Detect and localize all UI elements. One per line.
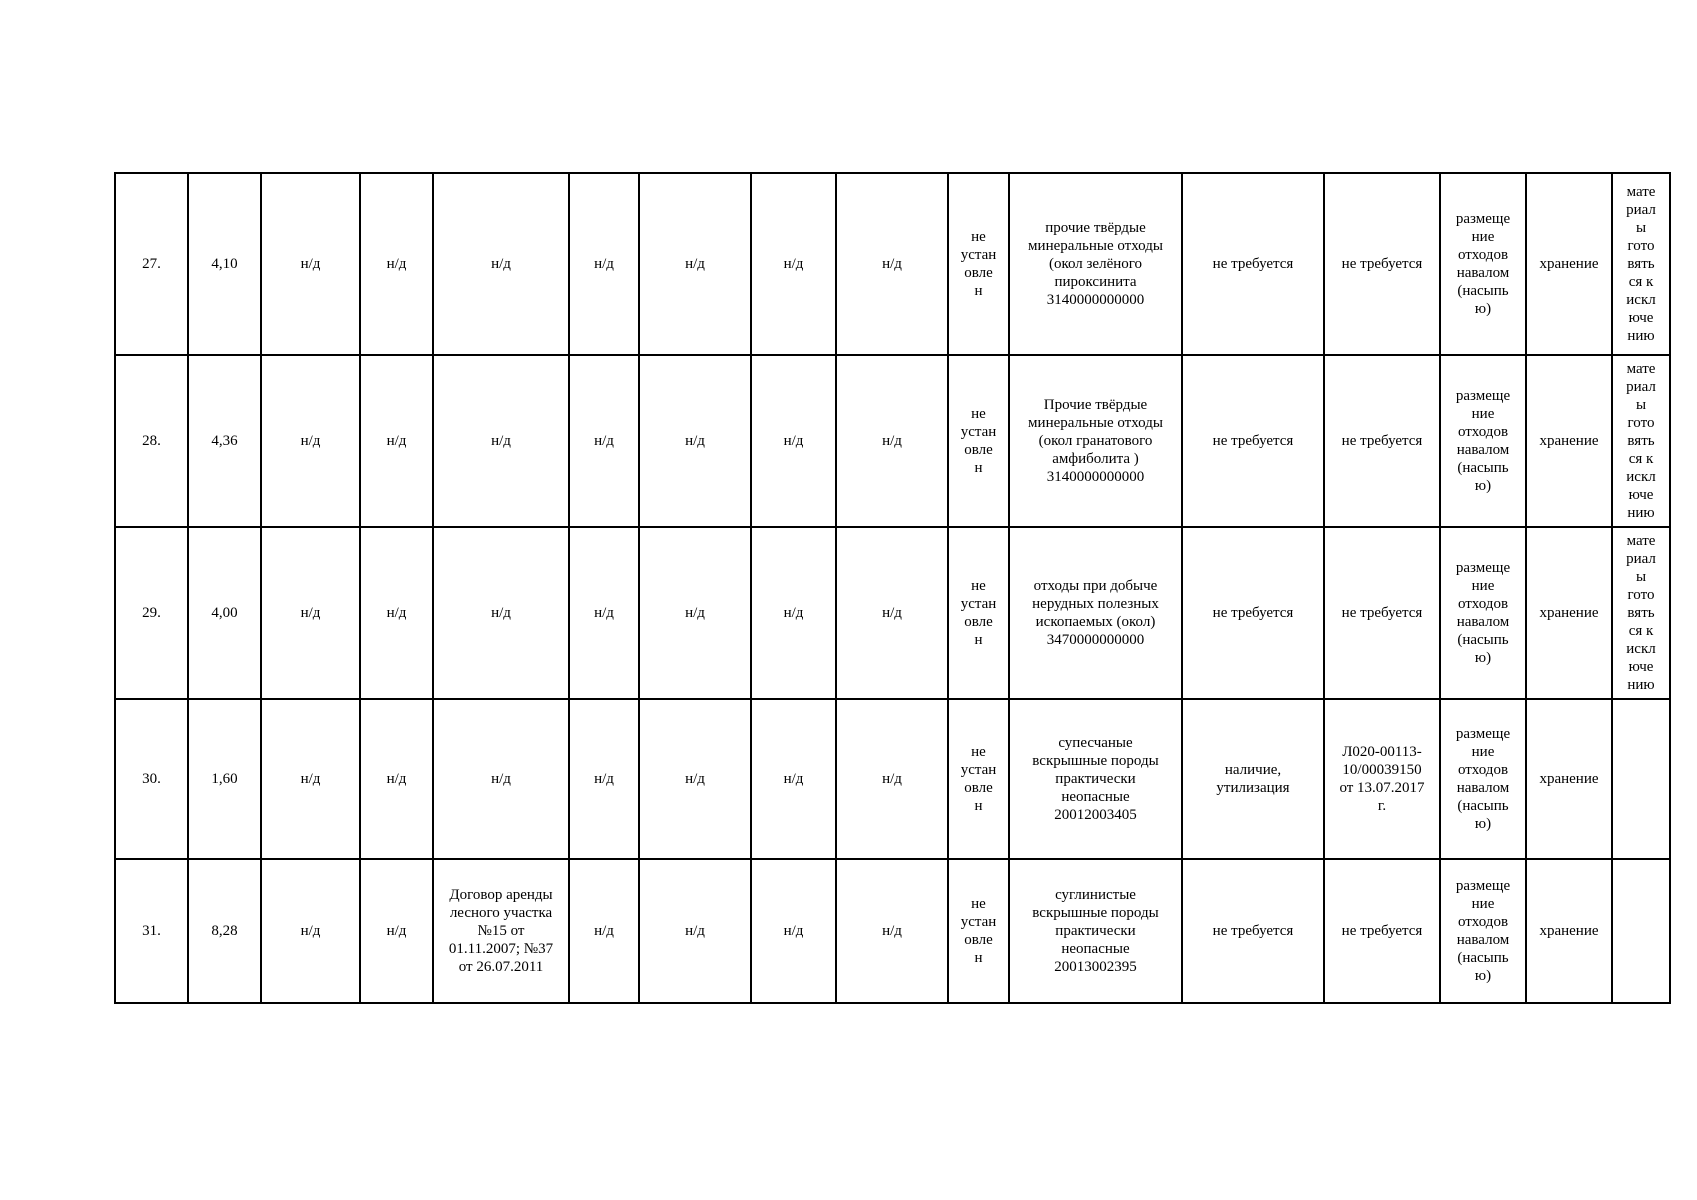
placement-method-cell-line: (насыпь bbox=[1457, 798, 1509, 814]
license-cell-line: наличие, bbox=[1224, 762, 1282, 778]
material-use-cell bbox=[1612, 173, 1670, 355]
table-body bbox=[115, 173, 1670, 1003]
waste-description-cell-line: пироксинита bbox=[1054, 274, 1137, 290]
material-use-cell-lines bbox=[1615, 183, 1667, 345]
hazard-class-cell-line: устан bbox=[960, 596, 997, 612]
waste-description-cell-lines bbox=[1012, 734, 1179, 824]
hazard-class-cell-line: н bbox=[974, 950, 983, 966]
license-cell bbox=[1182, 355, 1324, 527]
permit-cell-lines bbox=[1327, 255, 1437, 273]
material-use-cell-lines bbox=[1615, 532, 1667, 694]
material-use-cell bbox=[1612, 355, 1670, 527]
waste-description-cell-line: (окол гранатового bbox=[1038, 433, 1153, 449]
material-use-cell-line: мате bbox=[1626, 361, 1656, 377]
material-use-cell-line: риал bbox=[1626, 551, 1656, 567]
nd-cell: н/д bbox=[261, 173, 360, 355]
permit-cell bbox=[1324, 355, 1440, 527]
material-use-cell-line: ы bbox=[1635, 569, 1647, 585]
placement-method-cell-line: ние bbox=[1471, 406, 1495, 422]
permit-cell-line: 10/00039150 bbox=[1342, 762, 1422, 778]
material-use-cell-line: искл bbox=[1626, 641, 1656, 657]
license-cell-line: не требуется bbox=[1212, 256, 1294, 272]
placement-method-cell-line: отходов bbox=[1457, 247, 1509, 263]
material-use-cell-line: вять bbox=[1627, 433, 1655, 449]
waste-description-cell-line: 3470000000000 bbox=[1046, 632, 1145, 648]
hazard-class-cell-lines bbox=[951, 405, 1006, 477]
placement-method-cell-line: ю) bbox=[1474, 650, 1492, 666]
material-use-cell-line: риал bbox=[1626, 202, 1656, 218]
placement-method-cell-line: размеще bbox=[1455, 388, 1511, 404]
row-number-cell: 27. bbox=[115, 173, 188, 355]
material-use-cell bbox=[1612, 699, 1670, 859]
nd-cell: н/д bbox=[261, 355, 360, 527]
material-use-cell-lines bbox=[1615, 360, 1667, 522]
hazard-class-cell-line: не bbox=[971, 744, 986, 760]
table-row bbox=[115, 173, 1670, 355]
license-cell bbox=[1182, 859, 1324, 1003]
placement-method-cell-line: отходов bbox=[1457, 914, 1509, 930]
material-use-cell-line: юче bbox=[1628, 659, 1654, 675]
material-use-cell-line: ы bbox=[1635, 397, 1647, 413]
hazard-class-cell-lines bbox=[951, 743, 1006, 815]
waste-description-cell bbox=[1009, 699, 1182, 859]
placement-method-cell-line: размеще bbox=[1455, 560, 1511, 576]
nd-cell: н/д bbox=[360, 173, 433, 355]
placement-method-cell-line: ю) bbox=[1474, 301, 1492, 317]
nd-cell: н/д bbox=[433, 173, 569, 355]
nd-cell: н/д bbox=[639, 355, 751, 527]
material-use-cell-line: вять bbox=[1627, 256, 1655, 272]
material-use-cell-line: нию bbox=[1627, 328, 1655, 344]
hazard-class-cell-lines bbox=[951, 228, 1006, 300]
lease-agreement-cell bbox=[433, 859, 569, 1003]
hazard-class-cell-line: устан bbox=[960, 424, 997, 440]
waste-description-cell bbox=[1009, 859, 1182, 1003]
hazard-class-cell-line: овле bbox=[964, 614, 993, 630]
placement-method-cell bbox=[1440, 859, 1526, 1003]
waste-description-cell-line: неопасные bbox=[1061, 941, 1130, 957]
license-cell-lines bbox=[1185, 922, 1321, 940]
nd-cell: н/д bbox=[836, 527, 948, 699]
nd-cell: н/д bbox=[569, 699, 639, 859]
placement-method-cell-line: ю) bbox=[1474, 478, 1492, 494]
lease-agreement-cell-line: лесного участка bbox=[449, 905, 553, 921]
nd-cell: н/д bbox=[639, 173, 751, 355]
lease-agreement-cell-line: Договор аренды bbox=[449, 887, 553, 903]
waste-description-cell-line: практически bbox=[1055, 923, 1136, 939]
placement-method-cell-line: (насыпь bbox=[1457, 950, 1509, 966]
table-row bbox=[115, 527, 1670, 699]
row-number-cell: 29. bbox=[115, 527, 188, 699]
table-row bbox=[115, 355, 1670, 527]
hazard-class-cell-line: устан bbox=[960, 247, 997, 263]
permit-cell-line: не требуется bbox=[1341, 433, 1423, 449]
permit-cell bbox=[1324, 699, 1440, 859]
waste-description-cell-line: Прочие твёрдые bbox=[1043, 397, 1148, 413]
hazard-class-cell-line: овле bbox=[964, 932, 993, 948]
storage-type-cell: хранение bbox=[1526, 699, 1612, 859]
nd-cell: н/д bbox=[836, 173, 948, 355]
placement-method-cell-line: ние bbox=[1471, 896, 1495, 912]
nd-cell: н/д bbox=[433, 527, 569, 699]
hazard-class-cell-line: овле bbox=[964, 442, 993, 458]
permit-cell-lines bbox=[1327, 922, 1437, 940]
license-cell-lines bbox=[1185, 604, 1321, 622]
nd-cell: н/д bbox=[569, 173, 639, 355]
permit-cell-lines bbox=[1327, 604, 1437, 622]
material-use-cell-line: нию bbox=[1627, 505, 1655, 521]
waste-description-cell-line: прочие твёрдые bbox=[1045, 220, 1146, 236]
nd-cell: н/д bbox=[360, 859, 433, 1003]
nd-cell: н/д bbox=[639, 859, 751, 1003]
permit-cell-line: от 13.07.2017 bbox=[1339, 780, 1425, 796]
waste-description-cell-lines bbox=[1012, 886, 1179, 976]
hazard-class-cell-line: н bbox=[974, 632, 983, 648]
material-use-cell-line: ся к bbox=[1628, 451, 1654, 467]
placement-method-cell-line: ние bbox=[1471, 578, 1495, 594]
material-use-cell bbox=[1612, 859, 1670, 1003]
placement-method-cell-lines bbox=[1443, 725, 1523, 833]
placement-method-cell-line: ние bbox=[1471, 744, 1495, 760]
material-use-cell-line: юче bbox=[1628, 487, 1654, 503]
license-cell-line: не требуется bbox=[1212, 605, 1294, 621]
waste-description-cell-line: супесчаные bbox=[1058, 735, 1133, 751]
material-use-cell-line: мате bbox=[1626, 184, 1656, 200]
placement-method-cell-line: навалом bbox=[1456, 265, 1510, 281]
nd-cell: н/д bbox=[751, 527, 836, 699]
placement-method-cell-lines bbox=[1443, 877, 1523, 985]
area-cell: 8,28 bbox=[188, 859, 261, 1003]
lease-agreement-cell-line: от 26.07.2011 bbox=[458, 959, 544, 975]
nd-cell: н/д bbox=[360, 699, 433, 859]
nd-cell: н/д bbox=[569, 859, 639, 1003]
placement-method-cell bbox=[1440, 527, 1526, 699]
nd-cell: н/д bbox=[836, 699, 948, 859]
placement-method-cell-line: навалом bbox=[1456, 780, 1510, 796]
storage-type-cell: хранение bbox=[1526, 173, 1612, 355]
placement-method-cell-line: навалом bbox=[1456, 442, 1510, 458]
row-number-cell: 31. bbox=[115, 859, 188, 1003]
waste-description-cell-lines bbox=[1012, 577, 1179, 649]
placement-method-cell-line: отходов bbox=[1457, 424, 1509, 440]
permit-cell bbox=[1324, 173, 1440, 355]
nd-cell: н/д bbox=[360, 355, 433, 527]
lease-agreement-cell-line: №15 от bbox=[477, 923, 525, 939]
material-use-cell-line: ы bbox=[1635, 220, 1647, 236]
area-cell: 4,10 bbox=[188, 173, 261, 355]
hazard-class-cell-line: овле bbox=[964, 780, 993, 796]
permit-cell-lines bbox=[1327, 743, 1437, 815]
hazard-class-cell-line: н bbox=[974, 460, 983, 476]
table-row bbox=[115, 859, 1670, 1003]
material-use-cell-line: вять bbox=[1627, 605, 1655, 621]
area-cell: 4,00 bbox=[188, 527, 261, 699]
waste-description-cell-line: отходы при добыче bbox=[1033, 578, 1158, 594]
placement-method-cell-line: отходов bbox=[1457, 762, 1509, 778]
waste-description-cell-line: 20012003405 bbox=[1054, 807, 1137, 823]
nd-cell: н/д bbox=[751, 173, 836, 355]
nd-cell: н/д bbox=[751, 699, 836, 859]
waste-description-cell-line: 3140000000000 bbox=[1046, 469, 1145, 485]
waste-description-cell-line: суглинистые bbox=[1055, 887, 1136, 903]
nd-cell: н/д bbox=[360, 527, 433, 699]
waste-description-cell-line: 3140000000000 bbox=[1046, 292, 1145, 308]
material-use-cell-line: гото bbox=[1627, 587, 1655, 603]
hazard-class-cell-line: н bbox=[974, 283, 983, 299]
placement-method-cell bbox=[1440, 699, 1526, 859]
placement-method-cell-line: ние bbox=[1471, 229, 1495, 245]
material-use-cell-line: искл bbox=[1626, 292, 1656, 308]
hazard-class-cell bbox=[948, 355, 1009, 527]
placement-method-cell-line: (насыпь bbox=[1457, 632, 1509, 648]
placement-method-cell-line: ю) bbox=[1474, 968, 1492, 984]
material-use-cell-line: риал bbox=[1626, 379, 1656, 395]
hazard-class-cell-line: н bbox=[974, 798, 983, 814]
waste-objects-table bbox=[114, 172, 1671, 1004]
hazard-class-cell bbox=[948, 699, 1009, 859]
table-row bbox=[115, 699, 1670, 859]
license-cell-line: не требуется bbox=[1212, 433, 1294, 449]
waste-description-cell-line: амфиболита ) bbox=[1052, 451, 1139, 467]
hazard-class-cell bbox=[948, 859, 1009, 1003]
placement-method-cell-line: размеще bbox=[1455, 878, 1511, 894]
permit-cell bbox=[1324, 527, 1440, 699]
hazard-class-cell-line: устан bbox=[960, 914, 997, 930]
waste-description-cell-line: нерудных полезных bbox=[1032, 596, 1159, 612]
material-use-cell-line: юче bbox=[1628, 310, 1654, 326]
material-use-cell-line: ся к bbox=[1628, 274, 1654, 290]
placement-method-cell bbox=[1440, 173, 1526, 355]
hazard-class-cell-line: не bbox=[971, 406, 986, 422]
placement-method-cell bbox=[1440, 355, 1526, 527]
material-use-cell-line: гото bbox=[1627, 415, 1655, 431]
permit-cell-line: не требуется bbox=[1341, 605, 1423, 621]
nd-cell: н/д bbox=[639, 699, 751, 859]
placement-method-cell-line: навалом bbox=[1456, 932, 1510, 948]
nd-cell: н/д bbox=[433, 699, 569, 859]
nd-cell: н/д bbox=[569, 527, 639, 699]
hazard-class-cell-line: не bbox=[971, 578, 986, 594]
storage-type-cell: хранение bbox=[1526, 355, 1612, 527]
area-cell: 4,36 bbox=[188, 355, 261, 527]
hazard-class-cell bbox=[948, 173, 1009, 355]
placement-method-cell-line: отходов bbox=[1457, 596, 1509, 612]
nd-cell: н/д bbox=[639, 527, 751, 699]
lease-agreement-cell-lines bbox=[436, 886, 566, 976]
material-use-cell-line: гото bbox=[1627, 238, 1655, 254]
license-cell-line: утилизация bbox=[1216, 780, 1290, 796]
row-number-cell: 28. bbox=[115, 355, 188, 527]
waste-description-cell bbox=[1009, 173, 1182, 355]
placement-method-cell-line: (насыпь bbox=[1457, 283, 1509, 299]
waste-description-cell-line: 20013002395 bbox=[1054, 959, 1137, 975]
license-cell-lines bbox=[1185, 255, 1321, 273]
license-cell-line: не требуется bbox=[1212, 923, 1294, 939]
waste-description-cell-line: вскрышные породы bbox=[1032, 905, 1159, 921]
hazard-class-cell-lines bbox=[951, 577, 1006, 649]
placement-method-cell-line: размеще bbox=[1455, 726, 1511, 742]
hazard-class-cell-line: устан bbox=[960, 762, 997, 778]
permit-cell bbox=[1324, 859, 1440, 1003]
nd-cell: н/д bbox=[433, 355, 569, 527]
license-cell bbox=[1182, 173, 1324, 355]
waste-description-cell-line: вскрышные породы bbox=[1032, 753, 1159, 769]
license-cell bbox=[1182, 699, 1324, 859]
row-number-cell: 30. bbox=[115, 699, 188, 859]
placement-method-cell-lines bbox=[1443, 387, 1523, 495]
placement-method-cell-line: навалом bbox=[1456, 614, 1510, 630]
storage-type-cell: хранение bbox=[1526, 859, 1612, 1003]
waste-description-cell-line: неопасные bbox=[1061, 789, 1130, 805]
hazard-class-cell-line: овле bbox=[964, 265, 993, 281]
permit-cell-line: не требуется bbox=[1341, 256, 1423, 272]
waste-description-cell-line: минеральные отходы bbox=[1028, 415, 1163, 431]
nd-cell: н/д bbox=[261, 699, 360, 859]
waste-description-cell-line: (окол зелёного bbox=[1048, 256, 1143, 272]
material-use-cell bbox=[1612, 527, 1670, 699]
placement-method-cell-line: ю) bbox=[1474, 816, 1492, 832]
nd-cell: н/д bbox=[751, 859, 836, 1003]
license-cell bbox=[1182, 527, 1324, 699]
placement-method-cell-line: размеще bbox=[1455, 211, 1511, 227]
placement-method-cell-lines bbox=[1443, 559, 1523, 667]
waste-description-cell-lines bbox=[1012, 219, 1179, 309]
waste-description-cell-line: минеральные отходы bbox=[1028, 238, 1163, 254]
waste-description-cell-lines bbox=[1012, 396, 1179, 486]
placement-method-cell-lines bbox=[1443, 210, 1523, 318]
material-use-cell-line: нию bbox=[1627, 677, 1655, 693]
nd-cell: н/д bbox=[261, 527, 360, 699]
permit-cell-line: не требуется bbox=[1341, 923, 1423, 939]
storage-type-cell: хранение bbox=[1526, 527, 1612, 699]
nd-cell: н/д bbox=[751, 355, 836, 527]
permit-cell-line: Л020-00113- bbox=[1342, 744, 1422, 760]
material-use-cell-line: ся к bbox=[1628, 623, 1654, 639]
waste-description-cell-line: практически bbox=[1055, 771, 1136, 787]
permit-cell-lines bbox=[1327, 432, 1437, 450]
waste-description-cell bbox=[1009, 355, 1182, 527]
area-cell: 1,60 bbox=[188, 699, 261, 859]
hazard-class-cell-line: не bbox=[971, 896, 986, 912]
nd-cell: н/д bbox=[261, 859, 360, 1003]
license-cell-lines bbox=[1185, 761, 1321, 797]
nd-cell: н/д bbox=[569, 355, 639, 527]
hazard-class-cell bbox=[948, 527, 1009, 699]
nd-cell: н/д bbox=[836, 355, 948, 527]
hazard-class-cell-lines bbox=[951, 895, 1006, 967]
waste-description-cell-line: ископаемых (окол) bbox=[1035, 614, 1156, 630]
hazard-class-cell-line: не bbox=[971, 229, 986, 245]
permit-cell-line: г. bbox=[1377, 798, 1387, 814]
material-use-cell-line: мате bbox=[1626, 533, 1656, 549]
waste-description-cell bbox=[1009, 527, 1182, 699]
license-cell-lines bbox=[1185, 432, 1321, 450]
nd-cell: н/д bbox=[836, 859, 948, 1003]
placement-method-cell-line: (насыпь bbox=[1457, 460, 1509, 476]
lease-agreement-cell-line: 01.11.2007; №37 bbox=[448, 941, 554, 957]
material-use-cell-line: искл bbox=[1626, 469, 1656, 485]
